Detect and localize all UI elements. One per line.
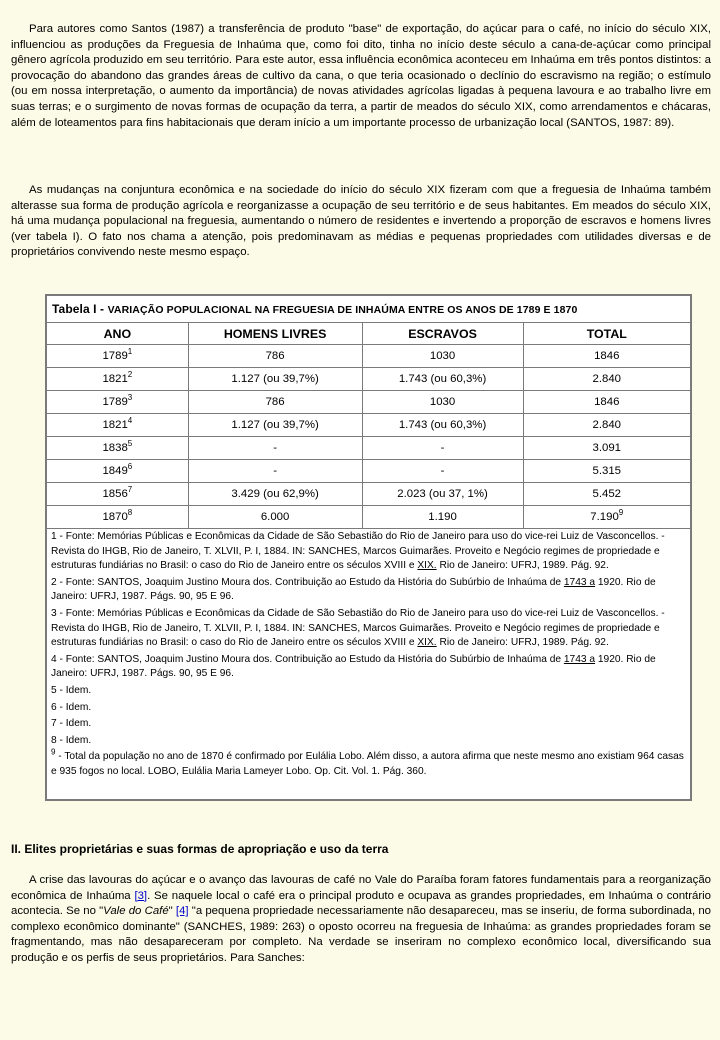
cell-ano: 1789$^1$: [47, 345, 189, 368]
table-row: [47, 437, 691, 460]
table-row: [47, 414, 691, 437]
cell-escravos: 1030: [362, 391, 523, 414]
table-notes: [47, 529, 691, 800]
footnote-link-4[interactable]: [4]: [175, 905, 189, 918]
note-9: $^9$ - Total da população no ano de 1870 é confirmado por Eulália Lobo. Além disso, a autora afirma que neste mesmo ano existiam 964 casas e 935 fogos no local. LOBO, Eulália Maria Lameyer Lobo. Op. Cit. Vol. 1. Pág. 360.: [51, 747, 684, 777]
header-ano: ANO: [47, 323, 189, 345]
table-row: [47, 460, 691, 483]
table-caption-text: VARIAÇÃO POPULACIONAL NA FREGUESIA DE INHAÚMA ENTRE OS ANOS DE 1789 E 1870: [107, 304, 578, 316]
cell-escravos: -: [362, 460, 523, 483]
cell-total: 2.840: [523, 414, 690, 437]
cell-escravos: 2.023 (ou 37, 1%): [362, 483, 523, 506]
cell-ano: 1821$^4$: [47, 414, 189, 437]
cell-ano: 1849$^6$: [47, 460, 189, 483]
cell-homens-livres: -: [188, 460, 362, 483]
table-header-row: [47, 323, 691, 345]
note-7: 7 - Idem.: [51, 718, 92, 730]
paragraph-1-text: Para autores como Santos (1987) a transferência de produto "base" de exportação, do açúcar para o café, no início do século XIX, influenciou as produções da Freguesia de Inhaúma que, como foi dito, tinha no início deste século a cana-de-açúcar como principal gênero agrícola produzido em seu território. Para este autor, essa influência econômica aconteceu em Inhaúma em três pontos distintos: a provocação do abandono das grandes áreas de cultivo da cana, o que teria ocasionado o declínio do escravismo na região; o estímulo (ou em nossa interpretação, o aumento da importância) de novas atividades agrícolas ligadas à pequena lavoura e ao trabalho livre em suas terras; e o surgimento de novas formas de ocupação da terra, a partir de meados do século XIX, como arrendamentos e chácaras, além de loteamentos para fins habitacionais que deram início a um importante processo de urbanização local (SANTOS, 1987: 89).: [11, 23, 711, 129]
cell-homens-livres: -: [188, 437, 362, 460]
table-row: [47, 483, 691, 506]
table-row: [47, 345, 691, 368]
cell-escravos: 1.743 (ou 60,3%): [362, 368, 523, 391]
cell-ano: 1789$^3$: [47, 391, 189, 414]
cell-total: 5.315: [523, 460, 690, 483]
table-row: [47, 506, 691, 529]
population-table: [45, 294, 692, 801]
cell-homens-livres: 786: [188, 345, 362, 368]
cell-homens-livres: 786: [188, 391, 362, 414]
cell-escravos: -: [362, 437, 523, 460]
note-3: 3 - Fonte: Memórias Públicas e Econômicas da Cidade de São Sebastião do Rio de Janeiro para uso do vice-rei Luiz de Vasconcellos. - Revista do IHGB, Rio de Janeiro, T. XLVII, P. I, 1884. IN: SANCHES, Marcos Guimarães. Proveito e Negócio regimes de propriedade e estruturas fundiárias no Brasil: o caso do Rio de Janeiro entre os séculos XVIII e XIX. Rio de Janeiro: UFRJ, 1989. Pág. 92.: [51, 607, 665, 649]
cell-ano: 1870$^8$: [47, 506, 189, 529]
footnote-link-3[interactable]: [3]: [134, 889, 148, 902]
cell-total: 1846: [523, 345, 690, 368]
cell-escravos: 1030: [362, 345, 523, 368]
cell-total: 1846: [523, 391, 690, 414]
cell-ano: 1821$^2$: [47, 368, 189, 391]
header-homens-livres: HOMENS LIVRES: [188, 323, 362, 345]
table-row: [47, 391, 691, 414]
cell-ano: 1856$^7$: [47, 483, 189, 506]
cell-escravos: 1.190: [362, 506, 523, 529]
paragraph-3: A crise das lavouras do açúcar e o avanço das lavouras de café no Vale do Paraíba foram fatores fundamentais para a reorganização econômica de Inhaúma [3]. Se naquele local o café era o principal produto e ocupava as grandes propriedades, em Inhaúma o contrário acontecia. Se no "Vale do Café" [4] "a pequena propriedade necessariamente não desapareceu, mas se inseriu, de forma subordinada, no complexo econômico dominante" (SANCHES, 1989: 263) o oposto ocorreu na freguesia de Inhaúma: as grandes propriedades foram se fragmentando, mas não desapareceram por completo. Na verdade se inseriram no complexo econômico local, diversificando sua produção e os perfis de seus proprietários. Para Sanches:: [11, 874, 712, 964]
paragraph-1: [11, 22, 711, 131]
note-8: 8 - Idem.: [51, 734, 92, 746]
paragraph-2: [11, 183, 711, 261]
cell-ano: 1838$^5$: [47, 437, 189, 460]
cell-total: 3.091: [523, 437, 690, 460]
table-caption: Tabela I - VARIAÇÃO POPULACIONAL NA FREGUESIA DE INHAÚMA ENTRE OS ANOS DE 1789 E 1870: [47, 296, 691, 323]
cell-homens-livres: 1.127 (ou 39,7%): [188, 414, 362, 437]
cell-total: 5.452: [523, 483, 690, 506]
paragraph-2-text: As mudanças na conjuntura econômica e na sociedade do início do século XIX fizeram com que a freguesia de Inhaúma também alterasse sua forma de produção agrícola e reorganizasse a ocupação de seu território e de seus habitantes. Em meados do século XIX, há uma mudança populacional na freguesia, aumentando o número de residentes e invertendo a proporção de escravos e homens livres (ver tabela I). O fato nos chama a atenção, pois predominavam as médias e pequenas propriedades com utilidades diversas e de proprietários convivendo neste mesmo espaço.: [11, 184, 711, 259]
cell-escravos: 1.743 (ou 60,3%): [362, 414, 523, 437]
note-4: 4 - Fonte: SANTOS, Joaquim Justino Moura dos. Contribuição ao Estudo da História do Subúrbio de Inhaúma de 1743 a 1920. Rio de Janeiro: UFRJ, 1987. Págs. 90, 95 E 96.: [51, 653, 656, 680]
cell-homens-livres: 3.429 (ou 62,9%): [188, 483, 362, 506]
section-heading: II. Elites proprietárias e suas formas de apropriação e uso da terra: [11, 842, 389, 856]
note-2: 2 - Fonte: SANTOS, Joaquim Justino Moura dos. Contribuição ao Estudo da História do Subúrbio de Inhaúma de 1743 a 1920. Rio de Janeiro: UFRJ, 1987. Págs. 90, 95 E 96.: [51, 576, 656, 603]
cell-homens-livres: 6.000: [188, 506, 362, 529]
note-1: 1 - Fonte: Memórias Públicas e Econômicas da Cidade de São Sebastião do Rio de Janeiro para uso do vice-rei Luiz de Vasconcellos. - Revista do IHGB, Rio de Janeiro, T. XLVII, P. I, 1884. IN: SANCHES, Marcos Guimarães. Proveito e Negócio regimes de propriedade e estruturas fundiárias no Brasil: o caso do Rio de Janeiro entre os séculos XVIII e XIX. Rio de Janeiro: UFRJ, 1989. Pág. 92.: [51, 531, 665, 572]
header-total: TOTAL: [523, 323, 690, 345]
note-6: 6 - Idem.: [51, 701, 92, 713]
cell-total: 7.190$^9$: [523, 506, 690, 529]
cell-homens-livres: 1.127 (ou 39,7%): [188, 368, 362, 391]
note-5: 5 - Idem.: [51, 684, 92, 696]
header-escravos: ESCRAVOS: [362, 323, 523, 345]
cell-total: 2.840: [523, 368, 690, 391]
table-row: [47, 368, 691, 391]
